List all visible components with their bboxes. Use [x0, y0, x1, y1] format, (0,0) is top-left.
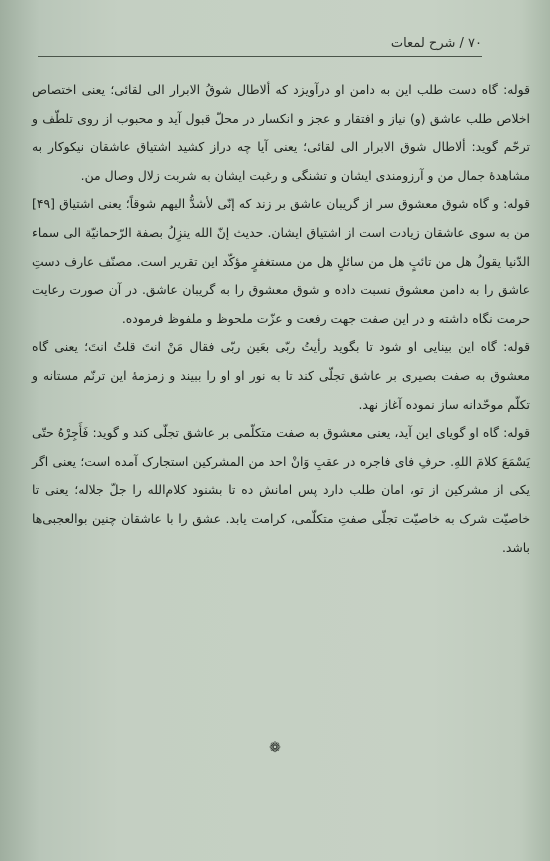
header-rule [38, 56, 482, 57]
paragraph-3: قوله: گاه این بینایی او شود تا بگوید رأیتُ ربّی بعَین ربّی فقال مَنْ انتَ قلتُ انتَ؛ یعنی گاه معشوق به صفت بصیری بر عاشق تجلّی کند تا به نور او او را ببیند و زمزمهٔ این ترنّم مستانه و تکلّم موحّدانه ساز نموده آغاز نهد. [32, 339, 530, 412]
running-header: ۷۰ / شرح لمعات [390, 36, 482, 51]
paragraph-4: قوله: گاه او گویای این آید، یعنی معشوق به صفت متکلّمی بر عاشق تجلّی کند و گوید: فَأَجِرْهُ حتّی یَسْمَعَ کلامَ اللهِ. حرفِ فای فاجره در عقبِ وَانْ احد من المشرکین استجارک آمده است؛ یعنی اگر یکی از مشرکین از تو، امان طلب دارد پس امانش ده تا بشنود کلام‌الله را جلّ جلاله؛ یعنی تا خاصیّت شرک به خاصیّت تجلّی صفتِ متکلّمی، کرامت یابد. عشق را با عاشقان چنین بوالعجبی‌ها باشد. [32, 425, 530, 555]
paragraph-1: قوله: گاه دست طلب این به دامن او درآویزد که ألاطال شوقُ الابرار الی لقائی؛ یعنی اختصاص اخلاص طلب عاشق (و) نیاز و افتقار و عجز و انکسار در محلّ قبول آید و محبوب از روی تلطّف و ترحّم گوید: ألاطال شوق الابرار الی لقائی؛ یعنی آیا چه دراز کشید اشتیاق عاشقان نیکوکار به مشاهدهٔ جمال من و آرزومندی ایشان و تشنگی و رغبت ایشان به شربت زلال وصال من. [32, 82, 530, 183]
page-header [38, 30, 482, 56]
body-text [32, 76, 530, 562]
end-ornament-icon: ❁ [269, 740, 281, 756]
paragraph-2: قوله: و گاه شوق معشوق سر از گریبان عاشق بر زند که إنّی لأشدُّ الیهم شوقاً؛ یعنی اشتیاق [۴۹] من به سوی عاشقان زیادت است از اشتیاق ایشان. حدیث إنّ الله ینزِلُ بصفة الرّحمانیّة الی سماء الدّنیا یقولُ هل من تائبٍ هل من سائلٍ هل من مستغفرٍ مؤکّد این تقریر است. مصنّف عارف دستِ عاشق را به دامن معشوق نسبت داده و شوق معشوق را به گریبان عاشق. در آن صورت رعایت حرمت نگاه داشته و در این صفت جهت رفعت و عزّت ملحوظ و ملفوظ فرموده. [32, 196, 530, 326]
